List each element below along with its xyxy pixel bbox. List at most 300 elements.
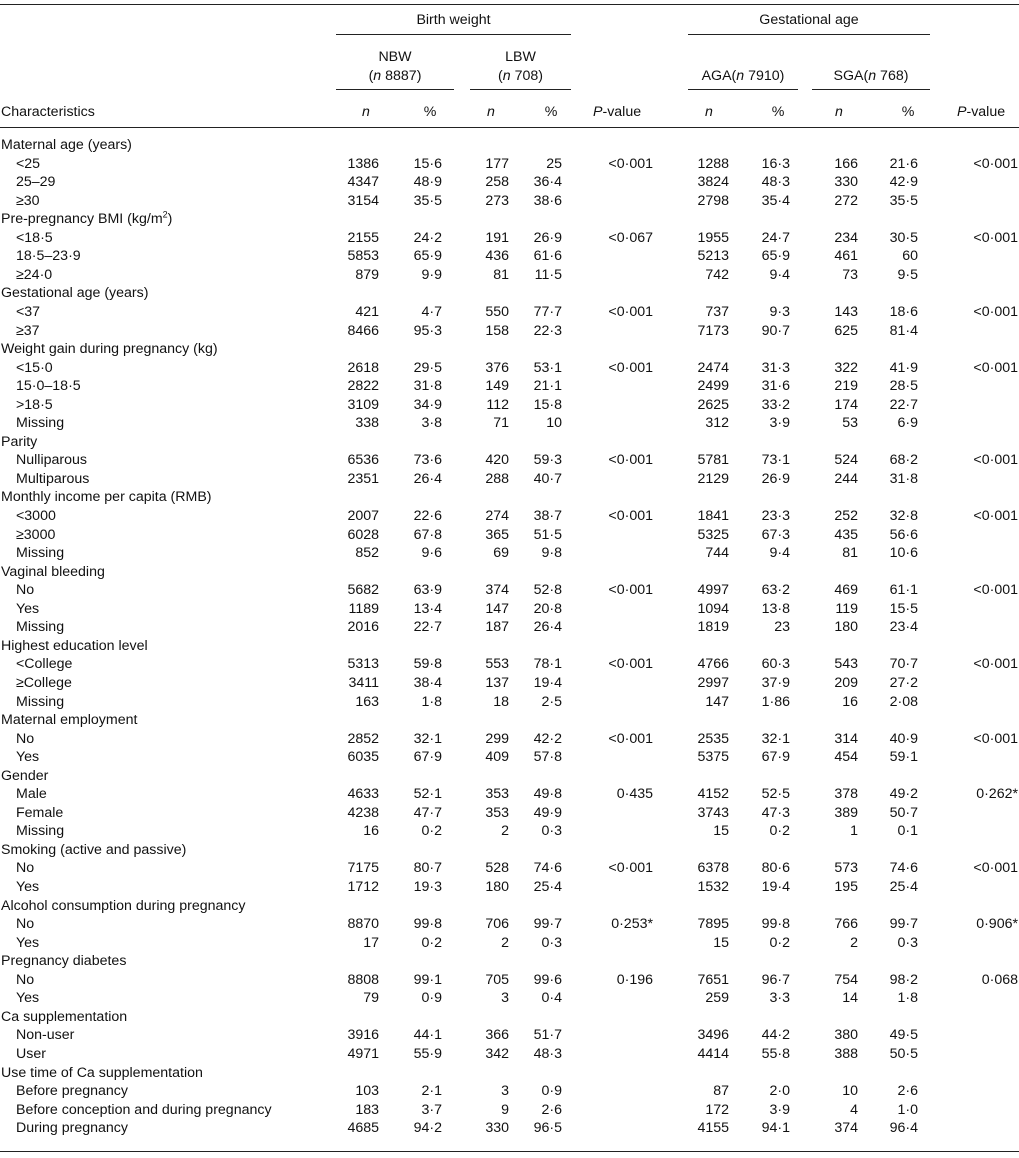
table-cell: 9·8 bbox=[541, 545, 562, 562]
table-cell: 2852 bbox=[347, 730, 379, 747]
table-cell: 18 bbox=[493, 693, 509, 710]
table-cell: 0·2 bbox=[421, 823, 442, 840]
table-cell: 7173 bbox=[697, 322, 729, 339]
table-cell: 47·3 bbox=[761, 804, 790, 821]
table-cell: 42·9 bbox=[889, 174, 918, 191]
table-cell: 51·5 bbox=[533, 526, 562, 543]
table-cell: 22·7 bbox=[413, 619, 442, 636]
table-cell: 19·4 bbox=[761, 879, 790, 895]
table-cell: 147 bbox=[485, 600, 509, 617]
table-cell: 754 bbox=[834, 971, 858, 988]
table-cell: 366 bbox=[485, 1027, 509, 1044]
row-label: <15·0 bbox=[16, 359, 53, 376]
table-cell: 0·9 bbox=[421, 990, 442, 1007]
table-cell: 4152 bbox=[697, 786, 729, 803]
table-cell: 524 bbox=[834, 452, 858, 469]
table-cell: 436 bbox=[485, 248, 509, 265]
table-cell: 2·08 bbox=[889, 693, 918, 710]
table-cell: 23 bbox=[774, 619, 790, 636]
table-cell: 0·4 bbox=[541, 990, 562, 1007]
table-cell: 31·8 bbox=[889, 470, 918, 487]
table-cell: 13·4 bbox=[413, 600, 442, 617]
table-cell: 9·6 bbox=[421, 545, 442, 562]
row-label: Yes bbox=[16, 879, 40, 895]
table-cell: 6·9 bbox=[897, 415, 918, 432]
row-label: Female bbox=[16, 804, 64, 821]
table-cell: 9·9 bbox=[421, 266, 442, 283]
table-cell: <0·001 bbox=[608, 860, 653, 877]
table-cell: 47·7 bbox=[413, 804, 442, 821]
table-cell: <0·001 bbox=[973, 303, 1018, 320]
table-cell: 77·7 bbox=[533, 303, 562, 320]
row-label: Male bbox=[16, 786, 47, 803]
group-label: Parity bbox=[1, 433, 38, 450]
header-sga-n: n bbox=[835, 104, 843, 120]
table-cell: 26·9 bbox=[761, 470, 790, 487]
header-lbw-count: (n 708) bbox=[498, 68, 543, 84]
table-cell: 9·3 bbox=[769, 303, 790, 320]
table-cell: 3411 bbox=[348, 674, 379, 691]
table-cell: 625 bbox=[834, 322, 858, 339]
row-label: 25–29 bbox=[16, 174, 56, 191]
table-cell: 3·8 bbox=[421, 415, 442, 432]
row-label: Before conception and during pregnancy bbox=[16, 1101, 272, 1118]
table-cell: 705 bbox=[485, 971, 509, 988]
table-cell: 23·4 bbox=[889, 619, 918, 636]
table-cell: <0·001 bbox=[973, 730, 1018, 747]
row-label: ≥3000 bbox=[16, 526, 56, 543]
table-cell: 2 bbox=[501, 934, 509, 951]
table-cell: 177 bbox=[485, 155, 509, 172]
table-cell: 766 bbox=[834, 916, 858, 933]
table-cell: 60 bbox=[902, 248, 918, 265]
table-cell: 2499 bbox=[697, 378, 729, 395]
table-cell: 2·5 bbox=[541, 693, 562, 710]
table-cell: 573 bbox=[834, 860, 858, 877]
group-label: Alcohol consumption during pregnancy bbox=[1, 897, 246, 914]
table-cell: 41·9 bbox=[889, 359, 918, 376]
group-label: Maternal age (years) bbox=[1, 137, 132, 153]
row-label: <25 bbox=[16, 155, 41, 172]
table-cell: 96·5 bbox=[533, 1120, 562, 1137]
row-label: Missing bbox=[16, 823, 65, 840]
table-cell: 96·7 bbox=[761, 971, 790, 988]
table-cell: 49·5 bbox=[889, 1027, 918, 1044]
row-label: Yes bbox=[16, 990, 40, 1007]
table-cell: 166 bbox=[834, 155, 858, 172]
table-cell: 32·1 bbox=[413, 730, 442, 747]
table-cell: <0·001 bbox=[973, 582, 1018, 599]
table-cell: 553 bbox=[485, 656, 509, 673]
table-cell: 353 bbox=[485, 786, 509, 803]
table-cell: 52·1 bbox=[413, 786, 442, 803]
table-cell: 40·7 bbox=[533, 470, 562, 487]
table-cell: 52·8 bbox=[533, 582, 562, 599]
table-cell: 9·4 bbox=[769, 545, 790, 562]
table-cell: 3 bbox=[501, 1083, 509, 1100]
table-cell: 1·8 bbox=[897, 990, 918, 1007]
table-cell: 37·9 bbox=[761, 674, 790, 691]
table-cell: 461 bbox=[834, 248, 858, 265]
table-cell: 388 bbox=[834, 1045, 858, 1062]
table-cell: 4633 bbox=[347, 786, 379, 803]
table-cell: 2798 bbox=[697, 192, 729, 209]
table-cell: 2·6 bbox=[897, 1083, 918, 1100]
table-cell: 6028 bbox=[347, 526, 379, 543]
table-cell: 42·2 bbox=[533, 730, 562, 747]
table-cell: 10·6 bbox=[889, 545, 918, 562]
table-cell: 299 bbox=[485, 730, 509, 747]
table-cell: 73 bbox=[842, 266, 858, 283]
row-label: Missing bbox=[16, 619, 65, 636]
table-cell: 389 bbox=[834, 804, 858, 821]
table-cell: 51·7 bbox=[533, 1027, 562, 1044]
table-cell: 59·1 bbox=[889, 749, 918, 766]
table-cell: 25·4 bbox=[533, 879, 562, 895]
table-cell: 5781 bbox=[697, 452, 729, 469]
table-cell: 174 bbox=[834, 396, 858, 413]
table-cell: 149 bbox=[485, 378, 509, 395]
table-cell: 49·8 bbox=[533, 786, 562, 803]
table-cell: 0·3 bbox=[541, 934, 562, 951]
row-label: Missing bbox=[16, 415, 65, 432]
table-cell: 259 bbox=[705, 990, 729, 1007]
table-cell: 1955 bbox=[697, 229, 729, 246]
table-cell: 4766 bbox=[697, 656, 729, 673]
table-cell: 79 bbox=[363, 990, 379, 1007]
table-cell: 1386 bbox=[347, 155, 379, 172]
table-cell: 469 bbox=[834, 582, 858, 599]
table-cell: 67·9 bbox=[413, 749, 442, 766]
table-cell: 0·2 bbox=[769, 934, 790, 951]
table-cell: 15·6 bbox=[413, 155, 442, 172]
row-label: No bbox=[16, 971, 35, 988]
group-label: Pregnancy diabetes bbox=[1, 953, 127, 970]
table-cell: 374 bbox=[834, 1120, 858, 1137]
table-cell: 330 bbox=[834, 174, 858, 191]
table-cell: 274 bbox=[485, 508, 509, 524]
table-cell: 19·4 bbox=[533, 674, 562, 691]
aga-rule bbox=[688, 89, 798, 90]
table-cell: <0·001 bbox=[973, 508, 1018, 524]
header-sga-pct: % bbox=[901, 104, 915, 120]
table-cell: 342 bbox=[485, 1045, 509, 1062]
table-cell: 52·5 bbox=[761, 786, 790, 803]
table-cell: 2351 bbox=[347, 470, 379, 487]
table-cell: 4414 bbox=[697, 1045, 729, 1062]
table-cell: 33·2 bbox=[761, 396, 790, 413]
header-lbw-pct: % bbox=[544, 104, 558, 120]
table-cell: 0·1 bbox=[897, 823, 918, 840]
table-cell: <0·001 bbox=[608, 359, 653, 376]
table-cell: 18·6 bbox=[889, 303, 918, 320]
header-nbw-count: (n 8887) bbox=[368, 68, 422, 84]
table-cell: 1189 bbox=[348, 600, 379, 617]
group-label: Vaginal bleeding bbox=[1, 563, 105, 580]
row-label: User bbox=[16, 1045, 46, 1062]
table-cell: <0·001 bbox=[973, 359, 1018, 376]
table-cell: 67·3 bbox=[761, 526, 790, 543]
table-cell: 2·1 bbox=[421, 1083, 442, 1100]
bottom-rule bbox=[0, 1151, 1019, 1152]
table-cell: 50·7 bbox=[889, 804, 918, 821]
table-cell: 7895 bbox=[697, 916, 729, 933]
table-cell: <0·067 bbox=[608, 229, 653, 246]
row-label: During pregnancy bbox=[16, 1120, 128, 1137]
table-cell: 314 bbox=[834, 730, 858, 747]
header-bottom-rule bbox=[0, 127, 1019, 128]
row-label: >18·5 bbox=[16, 396, 53, 413]
table-cell: 3·9 bbox=[769, 415, 790, 432]
table-cell: 61·1 bbox=[889, 582, 918, 599]
sga-rule bbox=[812, 89, 930, 90]
table-cell: 11·5 bbox=[534, 266, 562, 283]
table-cell: 3496 bbox=[697, 1027, 729, 1044]
table-cell: 4155 bbox=[697, 1120, 729, 1137]
table-cell: 1094 bbox=[697, 600, 729, 617]
header-aga-pct: % bbox=[771, 104, 785, 120]
table-cell: 38·4 bbox=[413, 674, 442, 691]
row-label: Yes bbox=[16, 600, 40, 617]
table-cell: 24·7 bbox=[761, 229, 790, 246]
table-cell: 409 bbox=[485, 749, 509, 766]
table-cell: 0·2 bbox=[421, 934, 442, 951]
row-label: ≥College bbox=[16, 674, 72, 691]
header-p-value-ga: P-value bbox=[957, 104, 1006, 120]
table-cell: 71 bbox=[493, 415, 509, 432]
table-cell: 4347 bbox=[347, 174, 379, 191]
table-cell: <0·001 bbox=[973, 860, 1018, 877]
table-cell: 98·2 bbox=[889, 971, 918, 988]
table-cell: 67·9 bbox=[761, 749, 790, 766]
table-cell: 9 bbox=[501, 1101, 509, 1118]
table-cell: 35·4 bbox=[761, 192, 790, 209]
table-cell: 56·6 bbox=[889, 526, 918, 543]
table-cell: 322 bbox=[834, 359, 858, 376]
table-cell: 9·4 bbox=[769, 266, 790, 283]
table-cell: 99·8 bbox=[761, 916, 790, 933]
table-cell: 38·7 bbox=[533, 508, 562, 524]
table-cell: 4·7 bbox=[421, 303, 442, 320]
table-cell: 0·3 bbox=[897, 934, 918, 951]
table-cell: 94·1 bbox=[761, 1120, 790, 1137]
table-cell: 3 bbox=[501, 990, 509, 1007]
table-cell: <0·001 bbox=[973, 155, 1018, 172]
table-cell: 96·4 bbox=[889, 1120, 918, 1137]
table-cell: 5853 bbox=[347, 248, 379, 265]
table-cell: 0·906* bbox=[976, 916, 1018, 933]
table-cell: 183 bbox=[355, 1101, 379, 1118]
row-label: 15·0–18·5 bbox=[16, 378, 81, 395]
top-rule bbox=[0, 4, 1019, 5]
group-label: Smoking (active and passive) bbox=[1, 841, 187, 858]
table-cell: 95·3 bbox=[413, 322, 442, 339]
group-label: Gender bbox=[1, 767, 49, 784]
row-label: ≥24·0 bbox=[16, 266, 53, 283]
table-cell: 5375 bbox=[697, 749, 729, 766]
table-cell: 36·4 bbox=[533, 174, 562, 191]
table-cell: 31·6 bbox=[761, 378, 790, 395]
table-cell: 1 bbox=[850, 823, 858, 840]
row-label: 18·5–23·9 bbox=[16, 248, 81, 265]
table-cell: 3·7 bbox=[421, 1101, 442, 1118]
table-cell: 30·5 bbox=[889, 229, 918, 246]
table-cell: 0·2 bbox=[769, 823, 790, 840]
row-label: No bbox=[16, 730, 35, 747]
table-cell: 13·8 bbox=[761, 600, 790, 617]
table-cell: 55·8 bbox=[761, 1045, 790, 1062]
table-cell: 187 bbox=[485, 619, 509, 636]
table-cell: 338 bbox=[355, 415, 379, 432]
table-cell: 17 bbox=[363, 934, 379, 951]
table-cell: 5682 bbox=[347, 582, 379, 599]
table-cell: 706 bbox=[485, 916, 509, 933]
table-cell: 0·196 bbox=[616, 971, 653, 988]
table-cell: 737 bbox=[705, 303, 729, 320]
table-cell: 3·9 bbox=[769, 1101, 790, 1118]
table-cell: 3916 bbox=[347, 1027, 379, 1044]
table-cell: 48·9 bbox=[413, 174, 442, 191]
table-cell: 73·6 bbox=[413, 452, 442, 469]
table-cell: 2625 bbox=[697, 396, 729, 413]
table-cell: 330 bbox=[485, 1120, 509, 1137]
table-cell: 59·8 bbox=[413, 656, 442, 673]
table-cell: 8870 bbox=[347, 916, 379, 933]
table-cell: 26·4 bbox=[413, 470, 442, 487]
table-cell: 3109 bbox=[347, 396, 379, 413]
table-cell: 2474 bbox=[697, 359, 729, 376]
row-label: <3000 bbox=[16, 508, 56, 524]
row-label: Multiparous bbox=[16, 470, 90, 487]
header-lbw-n: n bbox=[487, 104, 495, 120]
header-nbw-pct: % bbox=[423, 104, 437, 120]
header-birth-weight: Birth weight bbox=[416, 12, 491, 28]
table-cell: 1288 bbox=[697, 155, 729, 172]
table-cell: 374 bbox=[485, 582, 509, 599]
table-cell: 879 bbox=[355, 266, 379, 283]
table-cell: 5313 bbox=[347, 656, 379, 673]
table-cell: 5325 bbox=[697, 526, 729, 543]
table-cell: 67·8 bbox=[413, 526, 442, 543]
table-cell: 2 bbox=[501, 823, 509, 840]
table-cell: 55·9 bbox=[413, 1045, 442, 1062]
table-cell: 40·9 bbox=[889, 730, 918, 747]
header-sga: SGA(n 768) bbox=[833, 68, 909, 84]
table-cell: 9·5 bbox=[897, 266, 918, 283]
table-cell: 15·8 bbox=[533, 396, 562, 413]
table-cell: 10 bbox=[842, 1083, 858, 1100]
table-cell: 435 bbox=[834, 526, 858, 543]
table-cell: 158 bbox=[485, 322, 509, 339]
group-label: Gestational age (years) bbox=[1, 285, 149, 302]
row-label: Non-user bbox=[16, 1027, 75, 1044]
table-cell: 22·7 bbox=[889, 396, 918, 413]
table-cell: 99·6 bbox=[533, 971, 562, 988]
table-cell: 63·2 bbox=[761, 582, 790, 599]
table-cell: 25 bbox=[546, 155, 562, 172]
row-label: ≥30 bbox=[16, 192, 40, 209]
table-cell: 28·5 bbox=[889, 378, 918, 395]
table-cell: 252 bbox=[834, 508, 858, 524]
table-cell: 3824 bbox=[697, 174, 729, 191]
gestational-age-rule bbox=[688, 34, 930, 35]
table-cell: 4238 bbox=[347, 804, 379, 821]
table-cell: 35·5 bbox=[413, 192, 442, 209]
table-cell: 2535 bbox=[697, 730, 729, 747]
header-characteristics: Characteristics bbox=[1, 104, 95, 120]
table-cell: 32·8 bbox=[889, 508, 918, 524]
table-cell: 3·3 bbox=[769, 990, 790, 1007]
header-lbw: LBW bbox=[505, 49, 536, 65]
table-cell: 10 bbox=[546, 415, 562, 432]
row-label: ≥37 bbox=[16, 322, 40, 339]
table-cell: 69 bbox=[493, 545, 509, 562]
table-cell: 234 bbox=[834, 229, 858, 246]
table-cell: <0·001 bbox=[973, 229, 1018, 246]
table-cell: 7175 bbox=[347, 860, 379, 877]
table-cell: 60·3 bbox=[761, 656, 790, 673]
table-cell: 195 bbox=[834, 879, 858, 895]
table-cell: 74·6 bbox=[533, 860, 562, 877]
table-cell: 53 bbox=[842, 415, 858, 432]
table-cell: 163 bbox=[355, 693, 379, 710]
table-cell: 543 bbox=[834, 656, 858, 673]
table-cell: 68·2 bbox=[889, 452, 918, 469]
table-cell: 31·3 bbox=[761, 359, 790, 376]
header-nbw: NBW bbox=[378, 49, 412, 65]
row-label: Before pregnancy bbox=[16, 1083, 128, 1100]
table-cell: 2007 bbox=[347, 508, 379, 524]
lbw-rule bbox=[470, 89, 571, 90]
table-cell: 49·2 bbox=[889, 786, 918, 803]
table-cell: 0·262* bbox=[976, 786, 1018, 803]
header-nbw-n: n bbox=[362, 104, 370, 120]
header-p-value-bw: P-value bbox=[593, 104, 642, 120]
table-cell: 29·5 bbox=[413, 359, 442, 376]
table-cell: 1532 bbox=[697, 879, 729, 895]
table-cell: 147 bbox=[705, 693, 729, 710]
table-cell: <0·001 bbox=[608, 508, 653, 524]
table-cell: 23·3 bbox=[761, 508, 790, 524]
table-cell: 57·8 bbox=[533, 749, 562, 766]
table-cell: 25·4 bbox=[889, 879, 918, 895]
table-cell: 180 bbox=[485, 879, 509, 895]
table-cell: 35·5 bbox=[889, 192, 918, 209]
table-cell: 5213 bbox=[697, 248, 729, 265]
table-cell: 6536 bbox=[347, 452, 379, 469]
row-label: Yes bbox=[16, 934, 40, 951]
table-cell: 420 bbox=[485, 452, 509, 469]
table-cell: 8466 bbox=[347, 322, 379, 339]
table-cell: 852 bbox=[355, 545, 379, 562]
table-cell: 137 bbox=[485, 674, 509, 691]
table-cell: 112 bbox=[486, 396, 509, 413]
table-cell: 0·435 bbox=[616, 786, 653, 803]
table-cell: 3154 bbox=[347, 192, 379, 209]
table-cell: 4997 bbox=[697, 582, 729, 599]
table-cell: 81 bbox=[493, 266, 509, 283]
table-cell: 0·3 bbox=[541, 823, 562, 840]
table-cell: 20·8 bbox=[533, 600, 562, 617]
table-cell: 2·0 bbox=[769, 1083, 790, 1100]
table-cell: 143 bbox=[834, 303, 858, 320]
group-label: Weight gain during pregnancy (kg) bbox=[1, 341, 218, 358]
table-cell: 0·253* bbox=[611, 916, 653, 933]
table-cell: 78·1 bbox=[533, 656, 562, 673]
table-cell: 528 bbox=[485, 860, 509, 877]
table-cell: 44·2 bbox=[761, 1027, 790, 1044]
table-cell: 15 bbox=[713, 934, 729, 951]
